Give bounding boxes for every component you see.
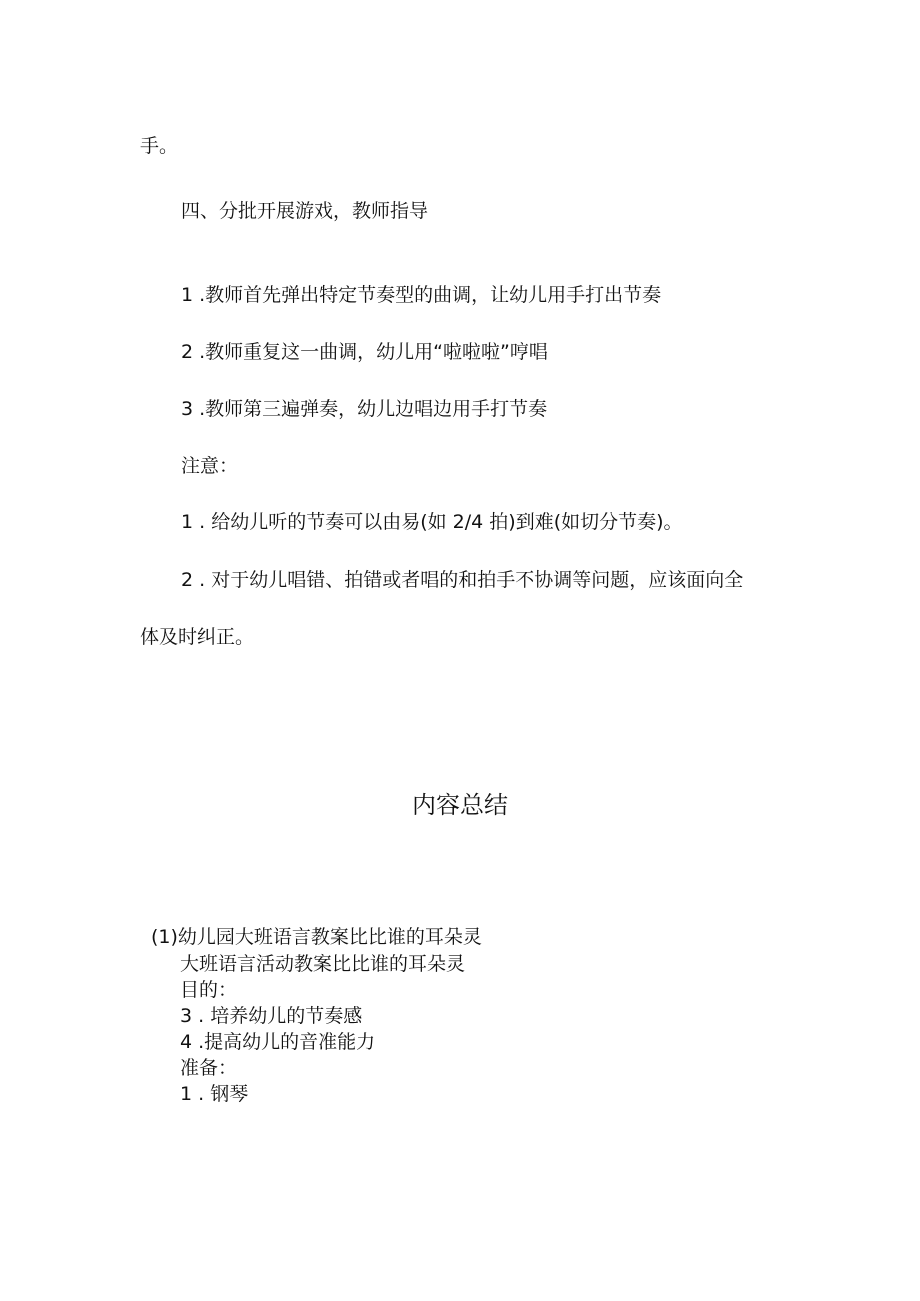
note-label: 注意： <box>181 455 239 477</box>
summary-item: 准备： <box>180 1057 238 1079</box>
step-item-1: 1 .教师首先弹出特定节奏型的曲调，让幼儿用手打出节奏 <box>181 284 662 306</box>
note-item-2: 2 . 对于幼儿唱错、拍错或者唱的和拍手不协调等问题，应该面向全 <box>181 569 744 591</box>
summary-item: 3 . 培养幼儿的节奏感 <box>180 1005 363 1027</box>
summary-title: 内容总结 <box>412 791 508 819</box>
summary-item: 目的： <box>180 979 238 1001</box>
section-heading: 四、分批开展游戏，教师指导 <box>181 200 429 222</box>
note-item-1: 1 . 给幼儿听的节奏可以由易(如 2/4 拍)到难(如切分节奏)。 <box>181 511 683 533</box>
step-item-3: 3 .教师第三遍弹奏，幼儿边唱边用手打节奏 <box>181 398 548 420</box>
step-item-2: 2 .教师重复这一曲调，幼儿用“啦啦啦”哼唱 <box>181 341 548 363</box>
paragraph-continuation: 手。 <box>140 135 179 157</box>
summary-item: 4 .提高幼儿的音准能力 <box>180 1031 376 1053</box>
summary-item: 大班语言活动教案比比谁的耳朵灵 <box>180 953 466 975</box>
note-item-2-continuation: 体及时纠正。 <box>140 626 255 648</box>
summary-item: 1 . 钢琴 <box>180 1083 249 1105</box>
summary-item: (1)幼儿园大班语言教案比比谁的耳朵灵 <box>151 926 482 948</box>
